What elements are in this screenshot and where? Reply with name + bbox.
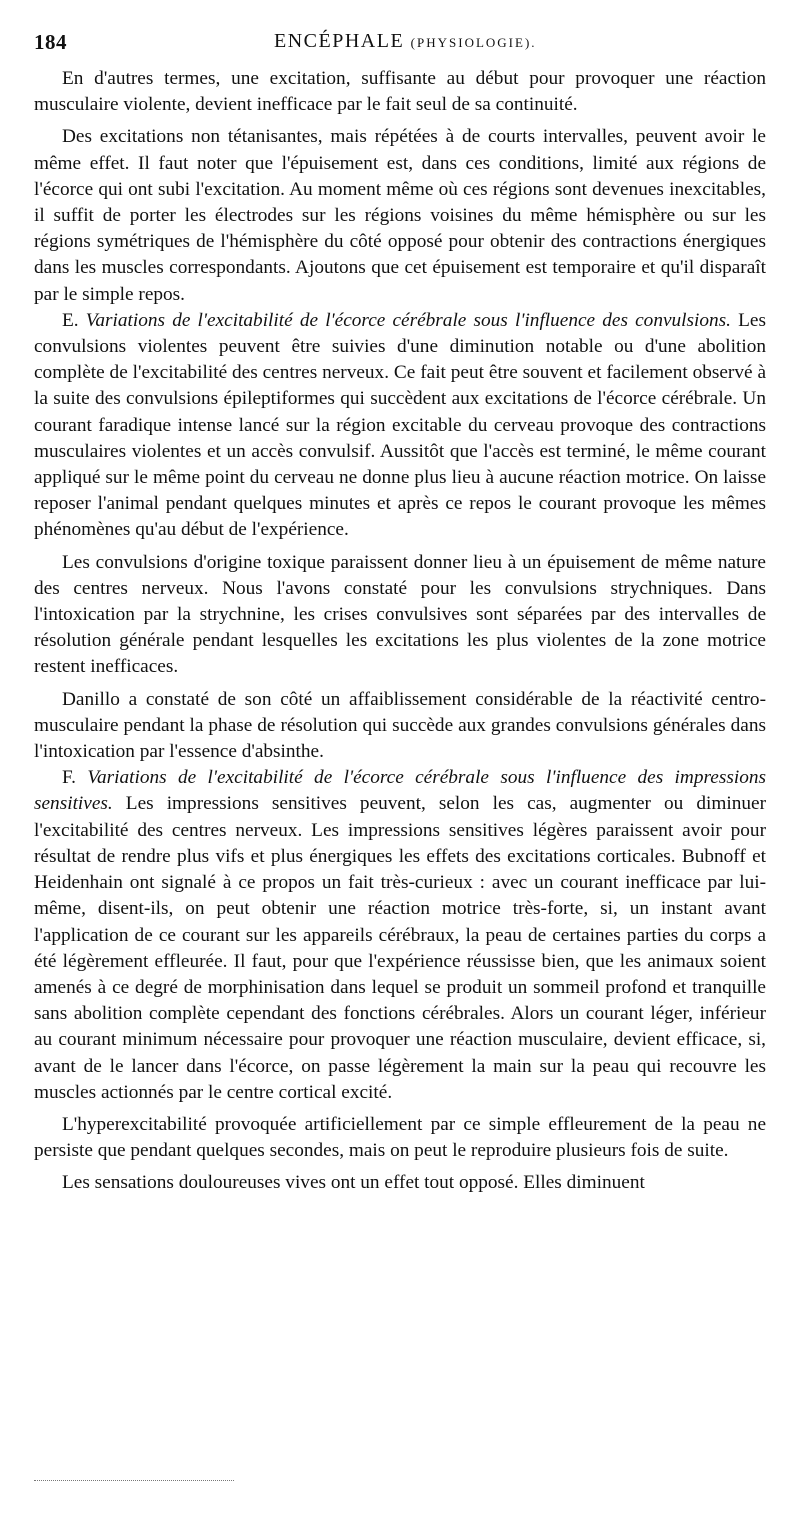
- paragraph: En d'autres termes, une excitation, suffisante au début pour provoquer une réaction musculaire violente, devient inefficace par le fait seul de sa continuité.: [34, 68, 766, 116]
- paragraph: L'hyperexcitabilité provoquée artificiellement par ce simple effleurement de la peau ne persiste que pendant quelques secondes, mais on peut le reproduire plusieurs fois de suite.: [34, 1113, 766, 1162]
- section-heading: Variations de l'excitabilité de l'écorce cérébrale sous l'influence des convulsions.: [85, 309, 731, 331]
- page-header: [34, 30, 766, 64]
- section-heading: Variations de l'excitabilité de l'écorce cérébrale sous l'influence des impressions sensitives.: [34, 767, 766, 815]
- paragraph: Les sensations douloureuses vives ont un effet tout opposé. Elles diminuent: [62, 1172, 645, 1194]
- footer-dotted-rule: [34, 1480, 234, 1481]
- running-head-subtitle: (PHYSIOLOGIE).: [410, 35, 537, 50]
- paragraph: Danillo a constaté de son côté un affaiblissement considérable de la réactivité centro-musculaire pendant la phase de résolution qui succède aux grandes convulsions générales dans l'intoxication par l'essence d'absinthe.: [34, 688, 766, 763]
- body-text: [34, 66, 766, 1197]
- paragraph: Les convulsions d'origine toxique paraissent donner lieu à un épuisement de même nature des centres nerveux. Nous l'avons constaté pour les convulsions strychniques. Dans l'intoxication par la strychnine, les crises convulsives sont séparées par des intervalles de résolution générale pendant lesquelles les excitations les plus violentes de la zone motrice restent inefficaces.: [34, 551, 766, 678]
- section-text: Les convulsions violentes peuvent être suivies d'une diminution notable ou d'une abolition complète de l'excitabilité des centres nerveux. Ce fait peut être souvent et facilement observé à la suite des convulsions épileptiformes qui succèdent aux excitations de l'écorce cérébrale. Un courant faradique intense lancé sur la région excitable du cerveau provoque des contractions musculaires violentes et un accès convulsif. Aussitôt que l'accès est terminé, le même courant appliqué sur le même point du cerveau ne donne plus lieu à aucune réaction motrice. On laisse reposer l'animal pendant quelques minutes et après ce repos le courant provoque les mêmes phénomènes qu'au début de l'expérience.: [34, 309, 766, 541]
- paragraph: Des excitations non tétanisantes, mais répétées à de courts intervalles, peuvent avoir le même effet. Il faut noter que l'épuisement est, dans ces conditions, limité aux régions de l'écorce qui ont subi l'excitation. Au moment même où ces régions sont devenues inexcitables, il suffit de porter les électrodes sur les régions voisines du même hémisphère ou sur les régions symétriques de l'hémisphère du côté opposé pour obtenir des contractions énergiques dans les muscles correspondants. Ajoutons que cet épuisement est temporaire et qu'il disparaît par le simple repos.: [34, 126, 766, 305]
- section-paragraph-f: [34, 765, 766, 1106]
- running-head: [274, 30, 537, 53]
- running-head-title: ENCÉPHALE: [274, 30, 405, 52]
- section-letter: E.: [62, 309, 79, 331]
- section-text: Les impressions sensitives peuvent, selon les cas, augmenter ou diminuer l'excitabilité des centres nerveux. Les impressions sensitives légères paraissent avoir pour résultat de rendre plus vifs et plus énergiques les effets des excitations corticales. Bubnoff et Heidenhain ont signalé à ce propos un fait très-curieux : avec un courant inefficace par lui-même, disent-ils, on peut obtenir une réaction motrice très-forte, si, un instant avant l'application de ce courant sur les appareils cérébraux, la peau de certaines parties du corps a été légèrement effleurée. Il faut, pour que l'expérience réussisse bien, que les animaux soient amenés à ce degré de morphinisation dans lequel se produit un sommeil profond et tranquille sans abolition complète cependant des fonctions cérébrales. Alors un courant léger, inférieur au courant minimum nécessaire pour provoquer une réaction musculaire, devient efficace, si, avant de le lancer dans l'écorce, on passe légèrement la main sur la peau qui recouvre les muscles actionnés par le centre cortical excité.: [34, 793, 766, 1103]
- section-letter: F.: [62, 767, 76, 789]
- page-number: 184: [34, 30, 67, 54]
- section-paragraph-e: [34, 308, 766, 544]
